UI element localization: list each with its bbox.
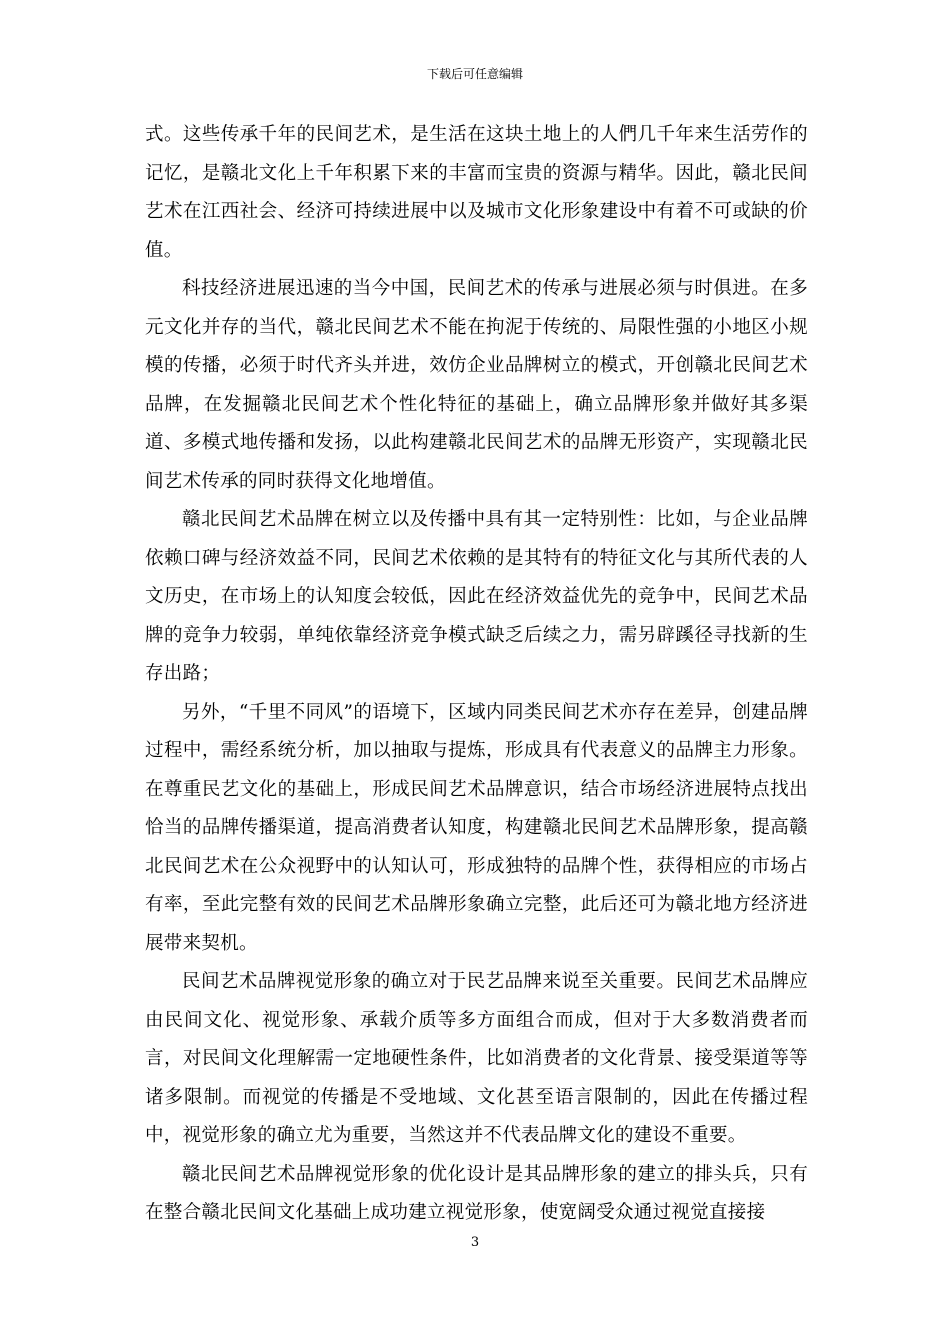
document-body	[145, 116, 808, 1233]
paragraph-continued: 式。这些传承千年的民间艺术，是生活在这块土地上的人們几千年来生活劳作的记忆，是赣北文化上千年积累下来的丰富而宝贵的资源与精华。因此，赣北民间艺术在江西社会、经济可持续进展中以及城市文化形象建设中有着不可或缺的价值。	[145, 124, 808, 261]
paragraph: 赣北民间艺术品牌视觉形象的优化设计是其品牌形象的建立的排头兵，只有在整合赣北民间文化基础上成功建立视觉形象，使宽阔受众通过视觉直接接	[145, 1163, 808, 1223]
paragraph: 另外，“千里不同风”的语境下，区域内同类民间艺术亦存在差异，创建品牌过程中，需经系统分析，加以抽取与提炼，形成具有代表意义的品牌主力形象。在尊重民艺文化的基础上，形成民间艺术品牌意识，结合市场经济进展特点找出恰当的品牌传播渠道，提高消费者认知度，构建赣北民间艺术品牌形象，提高赣北民间艺术在公众视野中的认知认可，形成独特的品牌个性，获得相应的市场占有率，至此完整有效的民间艺术品牌形象确立完整，此后还可为赣北地方经济进展带来契机。	[145, 701, 808, 954]
paragraph: 民间艺术品牌视觉形象的确立对于民艺品牌来说至关重要。民间艺术品牌应由民间文化、视觉形象、承载介质等多方面组合而成，但对于大多数消费者而言，对民间文化理解需一定地硬性条件，比如消费者的文化背景、接受渠道等等诸多限制。而视觉的传播是不受地域、文化甚至语言限制的，因此在传播过程中，视觉形象的确立尤为重要，当然这并不代表品牌文化的建设不重要。	[145, 971, 808, 1146]
page-number: 3	[470, 1235, 480, 1250]
page-header: 下载后可任意编辑	[426, 67, 523, 81]
paragraph: 赣北民间艺术品牌在树立以及传播中具有其一定特别性：比如，与企业品牌依赖口碑与经济效益不同，民间艺术依赖的是其特有的特征文化与其所代表的人文历史，在市场上的认知度会较低，因此在经济效益优先的竞争中，民间艺术品牌的竞争力较弱，单纯依靠经济竞争模式缺乏后续之力，需另辟蹊径寻找新的生存出路；	[145, 509, 808, 684]
paragraph: 科技经济进展迅速的当今中国，民间艺术的传承与进展必须与时俱进。在多元文化并存的当代，赣北民间艺术不能在拘泥于传统的、局限性强的小地区小规模的传播，必须于时代齐头并进，效仿企业品牌树立的模式，开创赣北民间艺术品牌，在发掘赣北民间艺术个性化特征的基础上，确立品牌形象并做好其多渠道、多模式地传播和发扬，以此构建赣北民间艺术的品牌无形资产，实现赣北民间艺术传承的同时获得文化地增值。	[145, 278, 808, 492]
